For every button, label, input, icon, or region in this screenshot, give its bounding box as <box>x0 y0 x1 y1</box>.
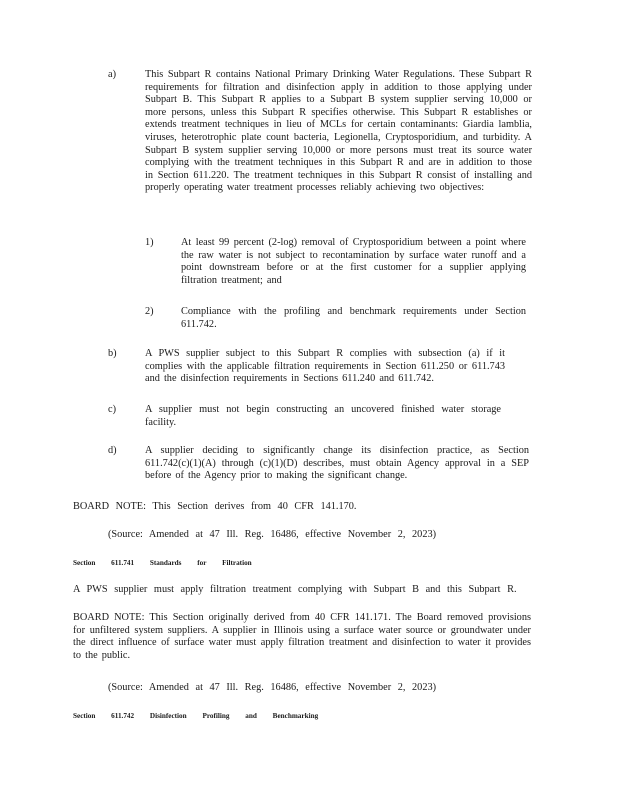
subitem-marker-1: 1) <box>145 237 154 248</box>
item-c-paragraph: A supplier must not begin constructing an uncovered finished water storage facility. <box>145 404 501 428</box>
board-note: BOARD NOTE: This Section derives from 40 CFR 141.170. <box>73 501 357 512</box>
subitem-1-paragraph: At least 99 percent (2-log) removal of Cryptosporidium between a point where the raw water is not subject to recontamination by surface water runoff and a point downstream before or at the first customer for a supplier applying filtration treatment; and <box>181 237 526 286</box>
item-marker-c: c) <box>108 404 116 415</box>
section-heading-611-742: Section 611.742 Disinfection Profiling and Benchmarking <box>73 712 319 720</box>
item-d-paragraph: A supplier deciding to significantly change its disinfection practice, as Section 611.742(c)(1)(A) through (c)(1)(D) describes, must obtain Agency approval in a SEP before of the Agency prior to making the significant change. <box>145 445 529 482</box>
subitem-2-paragraph: Compliance with the profiling and benchmark requirements under Section 611.742. <box>181 306 526 330</box>
section-741-board-note: BOARD NOTE: This Section originally derived from 40 CFR 141.171. The Board removed provisions for unfiltered system suppliers. A supplier in Illinois using a surface water source or groundwater under the direct influence of surface water must apply filtration treatment and disinfection to water it provides to the public. <box>73 612 531 661</box>
section-741-source-note: (Source: Amended at 47 Ill. Reg. 16486, effective November 2, 2023) <box>108 682 437 693</box>
section-741-body: A PWS supplier must apply filtration treatment complying with Subpart B and this Subpart R. <box>73 584 517 595</box>
subitem-marker-2: 2) <box>145 306 154 317</box>
section-heading-611-741: Section 611.741 Standards for Filtration <box>73 559 252 567</box>
item-b-paragraph: A PWS supplier subject to this Subpart R complies with subsection (a) if it complies with the applicable filtration requirements in Section 611.250 or 611.743 and the disinfection requirements in Sections 611.240 and 611.742. <box>145 348 505 385</box>
item-marker-b: b) <box>108 348 117 359</box>
item-marker-a: a) <box>108 69 116 80</box>
item-a-paragraph: This Subpart R contains National Primary Drinking Water Regulations. These Subpart R requirements for filtration and disinfection apply in addition to those applying under Subpart B. This Subpart R applies to a Subpart B system supplier serving 10,000 or more persons, unless this Subpart R specifies otherwise. This Subpart R establishes or extends treatment techniques in lieu of MCLs for certain contaminants: Giardia lamblia, viruses, heterotrophic plate count bacteria, Legionella, Cryptosporidium, and turbidity. A Subpart B system supplier serving 10,000 or more persons must treat its source water complying with the treatment techniques in this Subpart R and are in addition to those in Section 611.220. The treatment techniques in this Subpart R consist of installing and properly operating water treatment processes reliably achieving two objectives: <box>145 69 532 194</box>
item-marker-d: d) <box>108 445 117 456</box>
source-note: (Source: Amended at 47 Ill. Reg. 16486, effective November 2, 2023) <box>108 529 437 540</box>
